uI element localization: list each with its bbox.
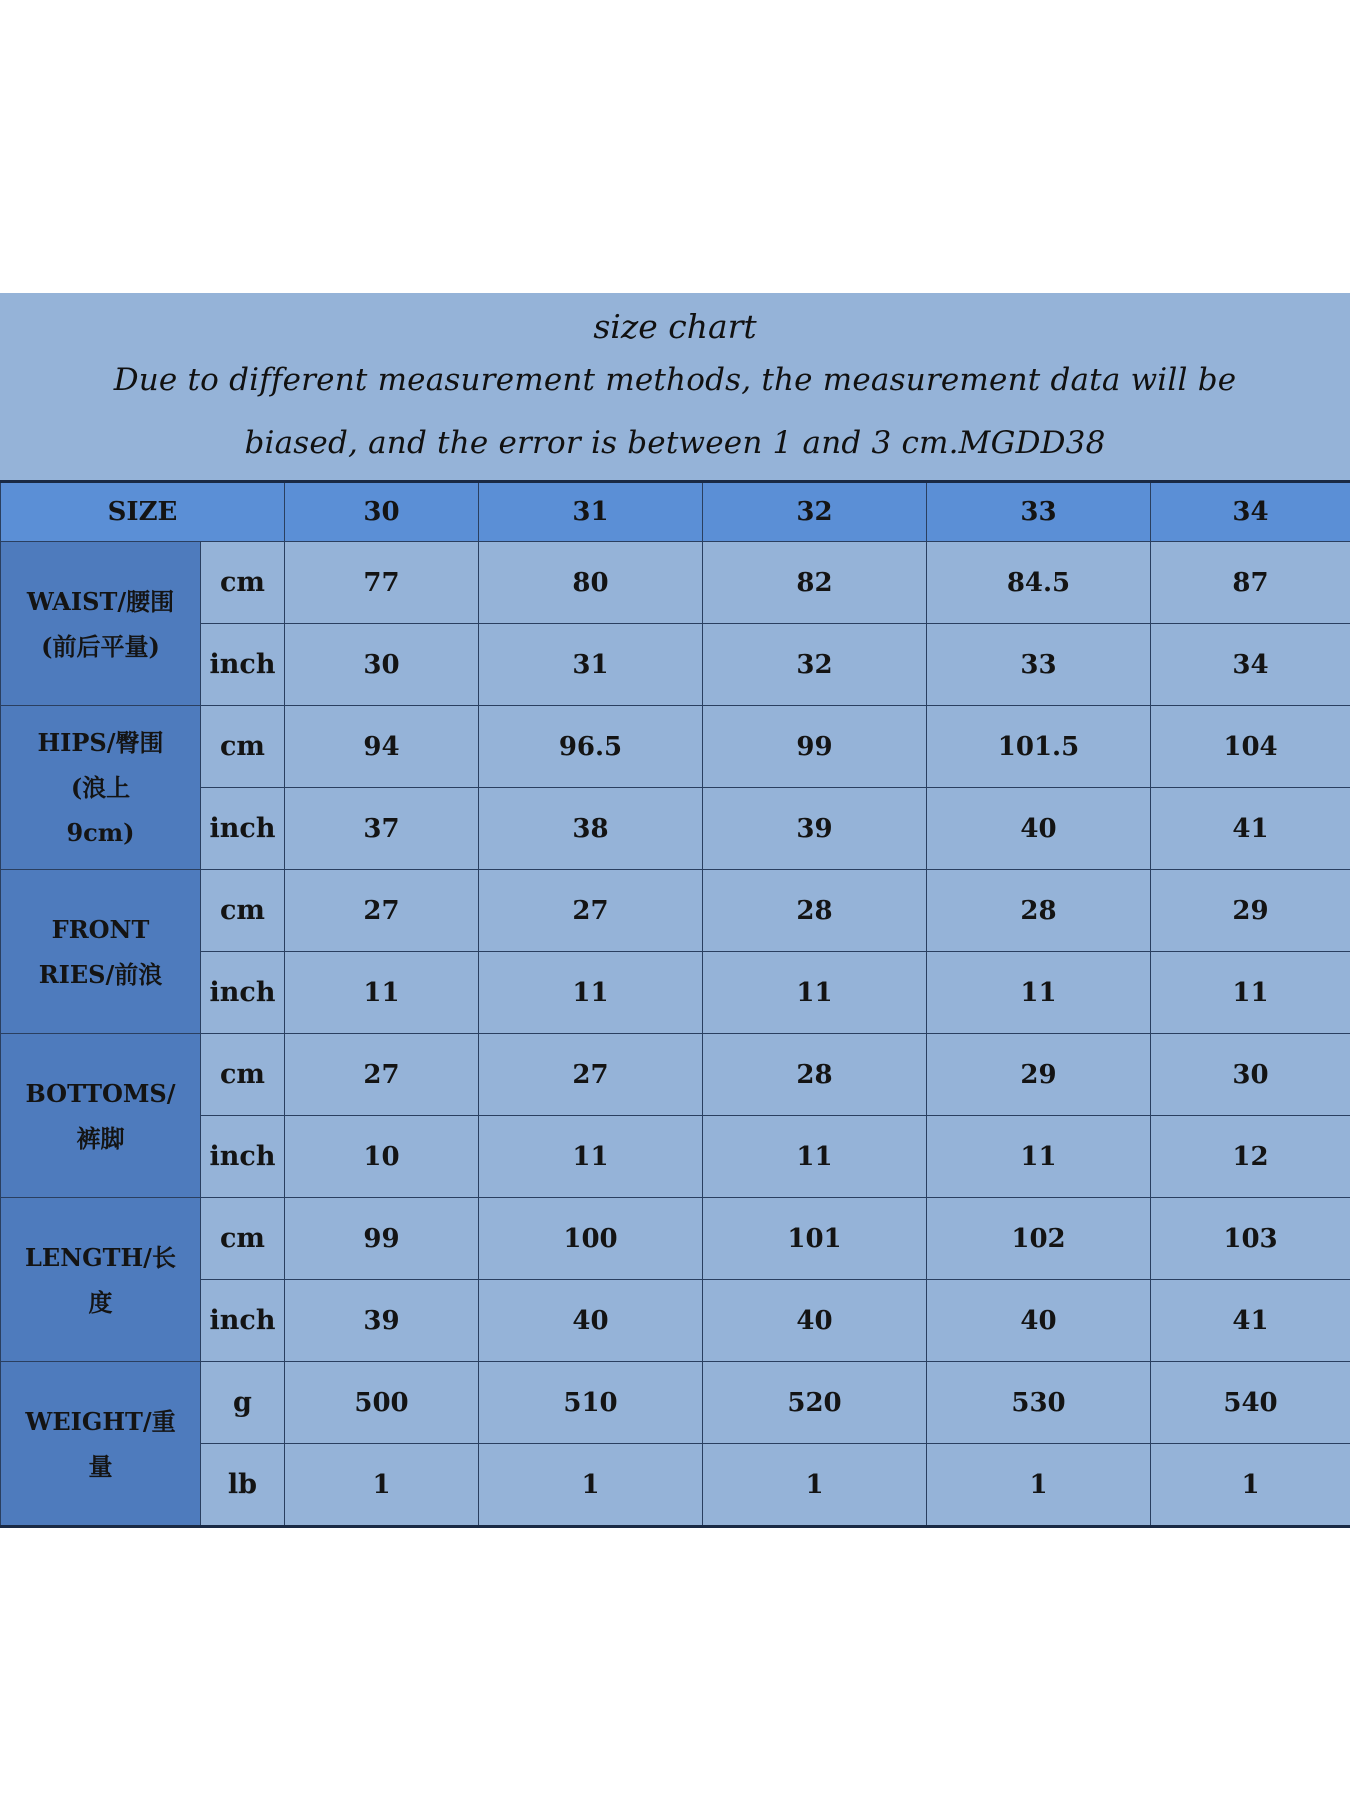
value-cell: 27 — [479, 1034, 703, 1116]
chart-title: size chart — [593, 307, 757, 346]
value-cell: 96.5 — [479, 706, 703, 788]
measurement-row — [1, 1198, 1350, 1280]
measurement-label-line: 9cm) — [66, 818, 135, 847]
value-cell: 27 — [479, 870, 703, 952]
measurement-label-line: FRONT — [51, 914, 150, 944]
value-cell: 530 — [927, 1362, 1151, 1444]
value-cell: 100 — [479, 1198, 703, 1280]
measurement-label-line: RIES/前浪 — [38, 959, 163, 989]
value-cell: 28 — [927, 870, 1151, 952]
measurement-row — [1, 952, 1350, 1034]
measurement-label-line: 度 — [88, 1287, 113, 1317]
unit-cell: inch — [201, 1280, 285, 1362]
value-cell: 102 — [927, 1198, 1151, 1280]
header-row — [1, 482, 1350, 542]
value-cell: 500 — [285, 1362, 479, 1444]
value-cell: 520 — [703, 1362, 927, 1444]
measurement-label-line: LENGTH/长 — [25, 1242, 176, 1272]
unit-cell: cm — [201, 542, 285, 624]
measurement-row — [1, 624, 1350, 706]
value-cell: 41 — [1151, 1280, 1350, 1362]
value-cell: 11 — [285, 952, 479, 1034]
size-header-cell: 31 — [479, 482, 703, 542]
measurement-label — [1, 542, 201, 706]
value-cell: 39 — [703, 788, 927, 870]
value-cell: 11 — [703, 1116, 927, 1198]
unit-cell: cm — [201, 1034, 285, 1116]
value-cell: 32 — [703, 624, 927, 706]
value-cell: 11 — [927, 1116, 1151, 1198]
value-cell: 37 — [285, 788, 479, 870]
value-cell: 94 — [285, 706, 479, 788]
measurement-label — [1, 870, 201, 1034]
value-cell: 104 — [1151, 706, 1350, 788]
chart-note-line2: biased, and the error is between 1 and 3 cm.MGDD38 — [244, 425, 1106, 461]
unit-cell: cm — [201, 1198, 285, 1280]
value-cell: 11 — [479, 1116, 703, 1198]
measurement-label-line: WEIGHT/重 — [25, 1406, 176, 1436]
chart-note-line1: Due to different measurement methods, the measurement data will be — [113, 362, 1237, 398]
measurement-row — [1, 1116, 1350, 1198]
value-cell: 540 — [1151, 1362, 1350, 1444]
value-cell: 87 — [1151, 542, 1350, 624]
value-cell: 84.5 — [927, 542, 1151, 624]
value-cell: 82 — [703, 542, 927, 624]
value-cell: 1 — [1151, 1444, 1350, 1527]
value-cell: 1 — [479, 1444, 703, 1527]
value-cell: 31 — [479, 624, 703, 706]
value-cell: 28 — [703, 1034, 927, 1116]
value-cell: 39 — [285, 1280, 479, 1362]
measurement-label — [1, 706, 201, 870]
value-cell: 1 — [285, 1444, 479, 1527]
size-header-cell: 34 — [1151, 482, 1350, 542]
measurement-row — [1, 788, 1350, 870]
value-cell: 12 — [1151, 1116, 1350, 1198]
value-cell: 10 — [285, 1116, 479, 1198]
size-table — [0, 480, 1350, 1528]
measurement-label — [1, 1198, 201, 1362]
unit-cell: inch — [201, 788, 285, 870]
measurement-row — [1, 1280, 1350, 1362]
value-cell: 28 — [703, 870, 927, 952]
measurement-label-line: WAIST/腰围 — [26, 586, 175, 616]
size-header-cell: 32 — [703, 482, 927, 542]
value-cell: 30 — [1151, 1034, 1350, 1116]
value-cell: 29 — [1151, 870, 1350, 952]
value-cell: 34 — [1151, 624, 1350, 706]
value-cell: 99 — [285, 1198, 479, 1280]
size-header-label: SIZE — [1, 482, 285, 542]
measurement-row — [1, 1362, 1350, 1444]
value-cell: 30 — [285, 624, 479, 706]
value-cell: 40 — [479, 1280, 703, 1362]
value-cell: 41 — [1151, 788, 1350, 870]
value-cell: 11 — [927, 952, 1151, 1034]
measurement-label — [1, 1362, 201, 1527]
value-cell: 80 — [479, 542, 703, 624]
measurement-label-line: (浪上 — [70, 773, 131, 802]
unit-cell: g — [201, 1362, 285, 1444]
value-cell: 103 — [1151, 1198, 1350, 1280]
measurement-row — [1, 1444, 1350, 1527]
value-cell: 101.5 — [927, 706, 1151, 788]
measurement-label — [1, 1034, 201, 1198]
size-chart — [0, 293, 1350, 1528]
value-cell: 1 — [927, 1444, 1151, 1527]
value-cell: 77 — [285, 542, 479, 624]
value-cell: 510 — [479, 1362, 703, 1444]
measurement-label-line: HIPS/臀围 — [37, 728, 164, 757]
value-cell: 27 — [285, 870, 479, 952]
unit-cell: cm — [201, 870, 285, 952]
value-cell: 40 — [927, 788, 1151, 870]
value-cell: 11 — [1151, 952, 1350, 1034]
measurement-label-line: 裤脚 — [76, 1123, 125, 1153]
measurement-label-line: (前后平量) — [41, 631, 160, 661]
value-cell: 99 — [703, 706, 927, 788]
value-cell: 101 — [703, 1198, 927, 1280]
size-header-cell: 33 — [927, 482, 1151, 542]
measurement-row — [1, 706, 1350, 788]
value-cell: 40 — [927, 1280, 1151, 1362]
measurement-label-line: BOTTOMS/ — [25, 1078, 176, 1108]
measurement-row — [1, 542, 1350, 624]
unit-cell: inch — [201, 624, 285, 706]
unit-cell: inch — [201, 1116, 285, 1198]
value-cell: 38 — [479, 788, 703, 870]
measurement-label-line: 量 — [88, 1451, 113, 1481]
unit-cell: lb — [201, 1444, 285, 1527]
value-cell: 11 — [703, 952, 927, 1034]
value-cell: 33 — [927, 624, 1151, 706]
measurement-row — [1, 1034, 1350, 1116]
unit-cell: inch — [201, 952, 285, 1034]
value-cell: 1 — [703, 1444, 927, 1527]
unit-cell: cm — [201, 706, 285, 788]
chart-banner — [0, 293, 1350, 480]
value-cell: 11 — [479, 952, 703, 1034]
value-cell: 29 — [927, 1034, 1151, 1116]
value-cell: 27 — [285, 1034, 479, 1116]
value-cell: 40 — [703, 1280, 927, 1362]
measurement-row — [1, 870, 1350, 952]
size-header-cell: 30 — [285, 482, 479, 542]
